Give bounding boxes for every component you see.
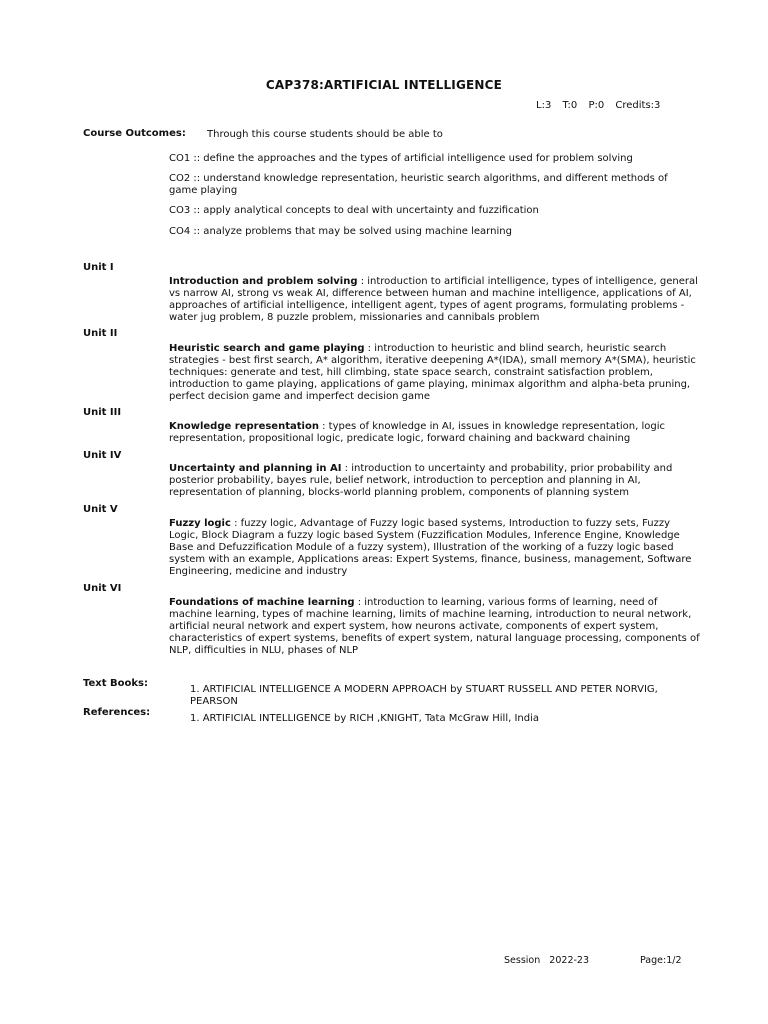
unit-description (169, 421, 701, 445)
unit-label: Unit III (83, 407, 122, 418)
credit-info (536, 100, 668, 112)
unit-label: Unit II (83, 328, 118, 339)
unit-text: : types of knowledge in AI, issues in knowledge representation, logic representation, propositional logic, predicate logic, forward chaining and backward chaining (169, 421, 666, 444)
unit-text: : introduction to learning, various forms of learning, need of machine learning, types of machine learning, limits of machine learning, introduction to neural network, artificial neural network and expert system, how neurons activate, components of expert system, characteristics of expert systems, benefits of expert system, natural language processing, components of NLP, difficulties in NLU, phases of NLP (169, 597, 700, 656)
unit-heading: Fuzzy logic (169, 518, 231, 529)
unit-description (169, 343, 701, 403)
unit-heading: Heuristic search and game playing (169, 343, 365, 354)
unit-heading: Uncertainty and planning in AI (169, 463, 342, 474)
lecture-hours: L:3 (536, 100, 552, 111)
unit-description (169, 597, 701, 657)
course-outcome-item: CO2 :: understand knowledge representation, heuristic search algorithms, and different methods of game playing (169, 173, 668, 196)
course-outcome-item: CO3 :: apply analytical concepts to deal with uncertainty and fuzzification (169, 205, 539, 216)
unit-heading: Knowledge representation (169, 421, 319, 432)
unit-label: Unit VI (83, 583, 122, 594)
course-outcome-item: CO4 :: analyze problems that may be solved using machine learning (169, 226, 512, 237)
reference-item: 1. ARTIFICIAL INTELLIGENCE by RICH ,KNIGHT, Tata McGraw Hill, India (190, 713, 539, 724)
unit-label: Unit I (83, 262, 114, 273)
course-outcomes-label: Course Outcomes: (83, 128, 186, 139)
unit-description (169, 518, 701, 578)
unit-text: : introduction to artificial intelligence, types of intelligence, general vs narrow AI, strong vs weak AI, difference between human and machine intelligence, applications of AI, approaches of artificial intelligence, intelligent agent, types of agent programs, formulating problems - water jug problem, 8 puzzle problem, missionaries and cannibals problem (169, 276, 698, 323)
unit-description (169, 276, 701, 324)
practical-hours: P:0 (588, 100, 605, 111)
tutorial-hours: T:0 (562, 100, 578, 111)
unit-label: Unit IV (83, 450, 122, 461)
text-book-item: 1. ARTIFICIAL INTELLIGENCE A MODERN APPROACH by STUART RUSSELL AND PETER NORVIG, PEARSON (190, 684, 658, 707)
session-text: Session 2022-23 (504, 955, 589, 966)
course-outcomes-intro: Through this course students should be able to (207, 129, 443, 140)
credits-value: Credits:3 (615, 100, 661, 111)
page-number: Page:1/2 (640, 955, 682, 966)
unit-text: : fuzzy logic, Advantage of Fuzzy logic based systems, Introduction to fuzzy sets, Fuzzy Logic, Block Diagram a fuzzy logic based System (Fuzzification Modules, Inference Engine, Knowledge Base and Defuzzification Module of a fuzzy system), Illustration of the working of a fuzzy logic based system with an example, Applications areas: Expert Systems, finance, business, management, Software Engineering, medicine and industry (169, 518, 692, 577)
page-title: CAP378:ARTIFICIAL INTELLIGENCE (265, 78, 503, 92)
unit-description (169, 463, 701, 499)
references-label: References: (83, 707, 151, 718)
unit-text: : introduction to uncertainty and probability, prior probability and posterior probability, bayes rule, belief network, introduction to perception and planning in AI, representation of planning, blocks-world planning problem, components of planning system (169, 463, 673, 498)
text-books-label: Text Books: (83, 678, 148, 689)
unit-heading: Introduction and problem solving (169, 276, 358, 287)
unit-label: Unit V (83, 504, 118, 515)
course-outcome-item: CO1 :: define the approaches and the types of artificial intelligence used for problem solving (169, 153, 633, 164)
unit-heading: Foundations of machine learning (169, 597, 355, 608)
unit-text: : introduction to heuristic and blind search, heuristic search strategies - best first search, A* algorithm, iterative deepening A*(IDA), small memory A*(SMA), heuristic techniques: generate and test, hill climbing, state space search, constraint satisfaction problem, introduction to game playing, applications of game playing, minimax algorithm and alpha-beta pruning, perfect decision game and imperfect decision game (169, 343, 696, 402)
